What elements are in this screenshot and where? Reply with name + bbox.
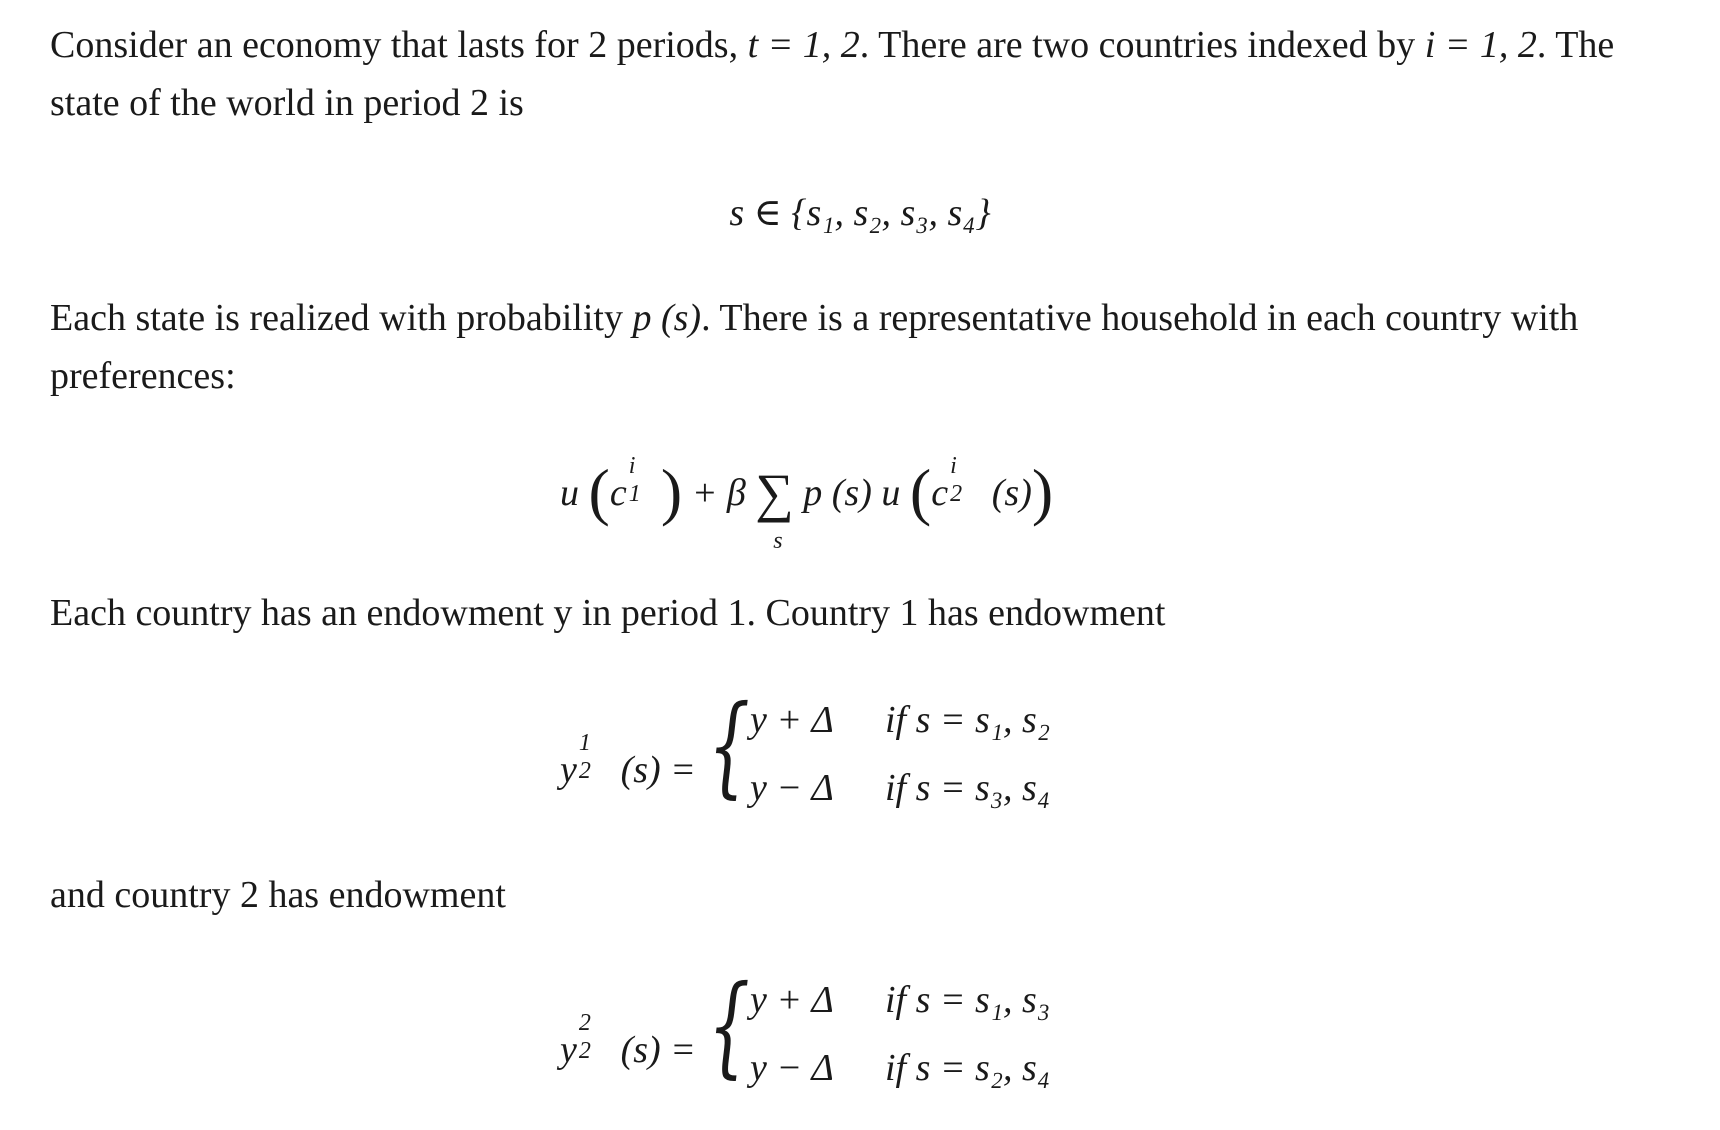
endow-symbol: y xyxy=(560,1029,577,1071)
case-row xyxy=(750,698,1050,742)
case-expr: y + Δ xyxy=(750,699,834,741)
consumption-symbol: c xyxy=(609,472,627,514)
left-brace: { xyxy=(708,681,750,809)
case-expr: y − Δ xyxy=(750,1047,834,1089)
plus-beta: + β xyxy=(682,472,756,514)
text-span: Each state is realized with probability xyxy=(50,297,633,339)
math-countries: i = 1, 2 xyxy=(1424,24,1537,66)
left-brace: { xyxy=(708,961,750,1089)
sup-index: 2 xyxy=(578,1010,591,1036)
endowment2-paragraph: and country 2 has endowment xyxy=(50,874,506,916)
sup-index: i xyxy=(950,453,957,479)
sup-index: 1 xyxy=(578,730,591,756)
sub-index: 2 xyxy=(950,481,963,507)
index-stack xyxy=(577,1010,611,1064)
preferences-equation xyxy=(560,453,1054,554)
text-span: . There are two countries indexed by xyxy=(859,24,1425,66)
case-cond: if s = s₂, s₄ xyxy=(885,1047,1051,1089)
case-cond: if s = s₁, s₂ xyxy=(885,699,1051,741)
case-cond: if s = s₁, s₃ xyxy=(885,979,1051,1021)
sum-symbol: ∑ xyxy=(755,463,794,523)
math-probability: p (s) xyxy=(632,297,702,339)
case-expr: y − Δ xyxy=(750,767,834,809)
endow-symbol: y xyxy=(560,749,577,791)
sub-index: 2 xyxy=(578,758,591,784)
state-arg: (s) xyxy=(982,472,1032,514)
case-row xyxy=(750,1046,1050,1090)
paren: ) xyxy=(660,456,683,527)
index-stack xyxy=(627,453,661,507)
paren: ( xyxy=(909,456,932,527)
case-expr: y + Δ xyxy=(750,979,834,1021)
sup-index: i xyxy=(628,453,636,479)
consumption-symbol: c xyxy=(931,472,949,514)
endow2-lhs xyxy=(560,1010,696,1072)
probability-paragraph xyxy=(50,289,1650,405)
sum-subscript: s xyxy=(773,528,783,554)
endow1-lhs xyxy=(560,730,696,792)
paren: ( xyxy=(588,456,610,527)
summation xyxy=(755,462,794,554)
endowment-paragraph: Each country has an endowment y in period 1. Country 1 has endowment xyxy=(50,592,1166,634)
math-periods: t = 1, 2 xyxy=(747,24,860,66)
index-stack xyxy=(577,730,611,784)
endow-arg: (s) = xyxy=(611,749,696,791)
intro-paragraph xyxy=(50,16,1650,132)
sub-index: 1 xyxy=(628,481,641,507)
paren: ) xyxy=(1031,456,1054,527)
utility-symbol: u xyxy=(560,472,579,514)
endow-arg: (s) = xyxy=(611,1029,696,1071)
text-span: Consider an economy that lasts for 2 periods, xyxy=(50,24,748,66)
case-row xyxy=(750,978,1050,1022)
prob-utility: p (s) u xyxy=(803,472,901,514)
text-span: . There is a representative household in each country with preferences: xyxy=(50,297,1579,397)
text-span: . The state of the world in period 2 is xyxy=(50,24,1615,124)
case-row xyxy=(750,766,1050,810)
index-stack xyxy=(948,453,982,507)
states-equation: s ∈ {s₁, s₂, s₃, s₄} xyxy=(729,192,991,234)
sub-index: 2 xyxy=(578,1038,591,1064)
case-cond: if s = s₃, s₄ xyxy=(885,767,1051,809)
